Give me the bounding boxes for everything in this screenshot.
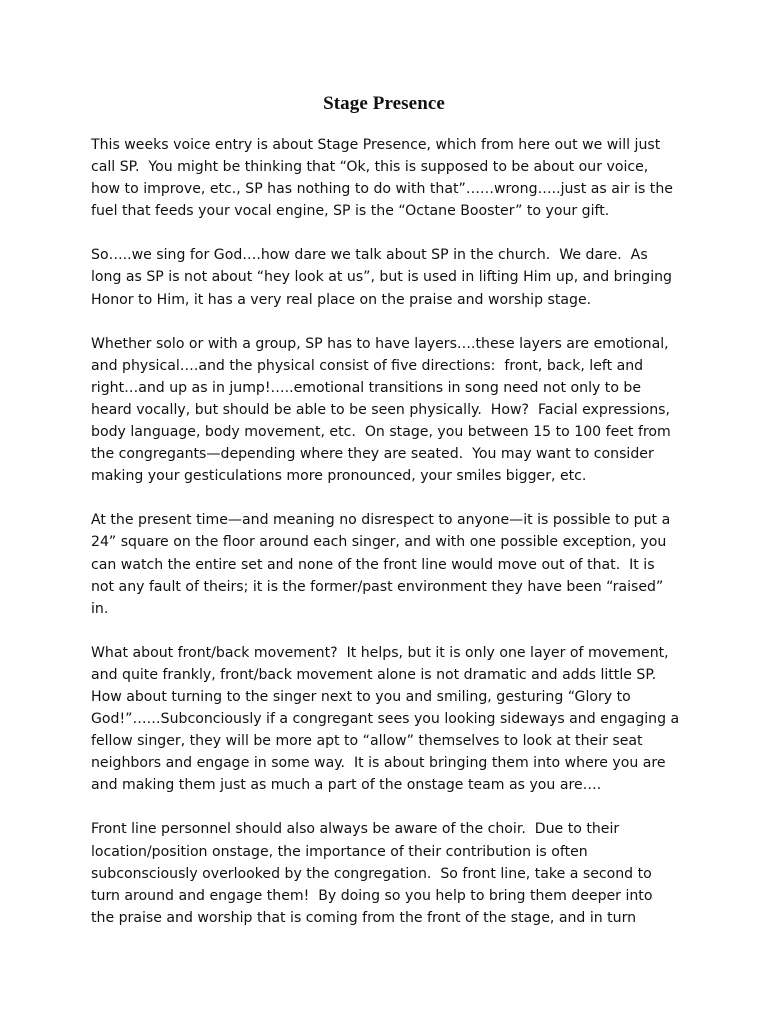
paragraph-line: neighbors and engage in some way. It is about bringing them into where you are	[91, 755, 666, 772]
paragraph-line: and quite frankly, front/back movement alone is not dramatic and adds little SP.	[91, 666, 657, 683]
paragraph-line: 24” square on the floor around each singer, and with one possible exception, you	[91, 534, 667, 551]
paragraph-line: the congregants—depending where they are seated. You may want to consider	[91, 446, 654, 463]
paragraph-line: God!”……Subconciously if a congregant sees you looking sideways and engaging a	[91, 711, 680, 728]
document-title: Stage Presence	[323, 93, 445, 114]
paragraph-line: fuel that feeds your vocal engine, SP is the “Octane Booster” to your gift.	[91, 203, 610, 220]
paragraph	[91, 818, 691, 928]
paragraph-line: and physical….and the physical consist of five directions: front, back, left and	[91, 357, 644, 374]
paragraph-line: in.	[91, 600, 109, 617]
paragraph-line: how to improve, etc., SP has nothing to do with that”……wrong…..just as air is the	[91, 181, 673, 198]
paragraph-line: So…..we sing for God….how dare we talk about SP in the church. We dare. As	[91, 247, 648, 264]
paragraph-line: right…and up as in jump!…..emotional transitions in song need not only to be	[91, 379, 642, 396]
paragraph-line: fellow singer, they will be more apt to “allow” themselves to look at their seat	[91, 733, 643, 750]
paragraph	[91, 642, 691, 797]
paragraph-line: At the present time—and meaning no disrespect to anyone—it is possible to put a	[91, 512, 671, 529]
paragraph	[91, 244, 691, 310]
paragraph-line: making your gesticulations more pronounced, your smiles bigger, etc.	[91, 468, 587, 485]
document-body	[91, 134, 691, 951]
paragraph-line: This weeks voice entry is about Stage Presence, which from here out we will just	[91, 137, 661, 153]
paragraph-line: subconsciously overlooked by the congregation. So front line, take a second to	[91, 865, 652, 882]
paragraph-line: Honor to Him, it has a very real place on the praise and worship stage.	[91, 291, 592, 308]
paragraph-line: How about turning to the singer next to you and smiling, gesturing “Glory to	[91, 688, 631, 705]
paragraph	[91, 509, 691, 619]
paragraph-line: turn around and engage them! By doing so you help to bring them deeper into	[91, 887, 653, 904]
paragraph-line: What about front/back movement? It helps, but it is only one layer of movement,	[91, 644, 669, 661]
paragraph-line: long as SP is not about “hey look at us”, but is used in lifting Him up, and bringing	[91, 269, 672, 286]
paragraph-line: not any fault of theirs; it is the former/past environment they have been “raised”	[91, 578, 664, 595]
paragraph-line: body language, body movement, etc. On stage, you between 15 to 100 feet from	[91, 424, 671, 441]
paragraph-line: call SP. You might be thinking that “Ok, this is supposed to be about our voice,	[91, 159, 649, 176]
paragraph-line: can watch the entire set and none of the front line would move out of that. It is	[91, 556, 655, 573]
paragraph-line: the praise and worship that is coming from the front of the stage, and in turn	[91, 909, 637, 926]
paragraph	[91, 134, 691, 222]
paragraph-line: Whether solo or with a group, SP has to have layers….these layers are emotional,	[91, 335, 669, 352]
paragraph-line: location/position onstage, the importance of their contribution is often	[91, 843, 588, 860]
paragraph-line: Front line personnel should also always be aware of the choir. Due to their	[91, 821, 620, 838]
paragraph-line: and making them just as much a part of the onstage team as you are….	[91, 777, 602, 794]
paragraph-line: heard vocally, but should be able to be seen physically. How? Facial expressions,	[91, 401, 670, 418]
paragraph	[91, 333, 691, 488]
